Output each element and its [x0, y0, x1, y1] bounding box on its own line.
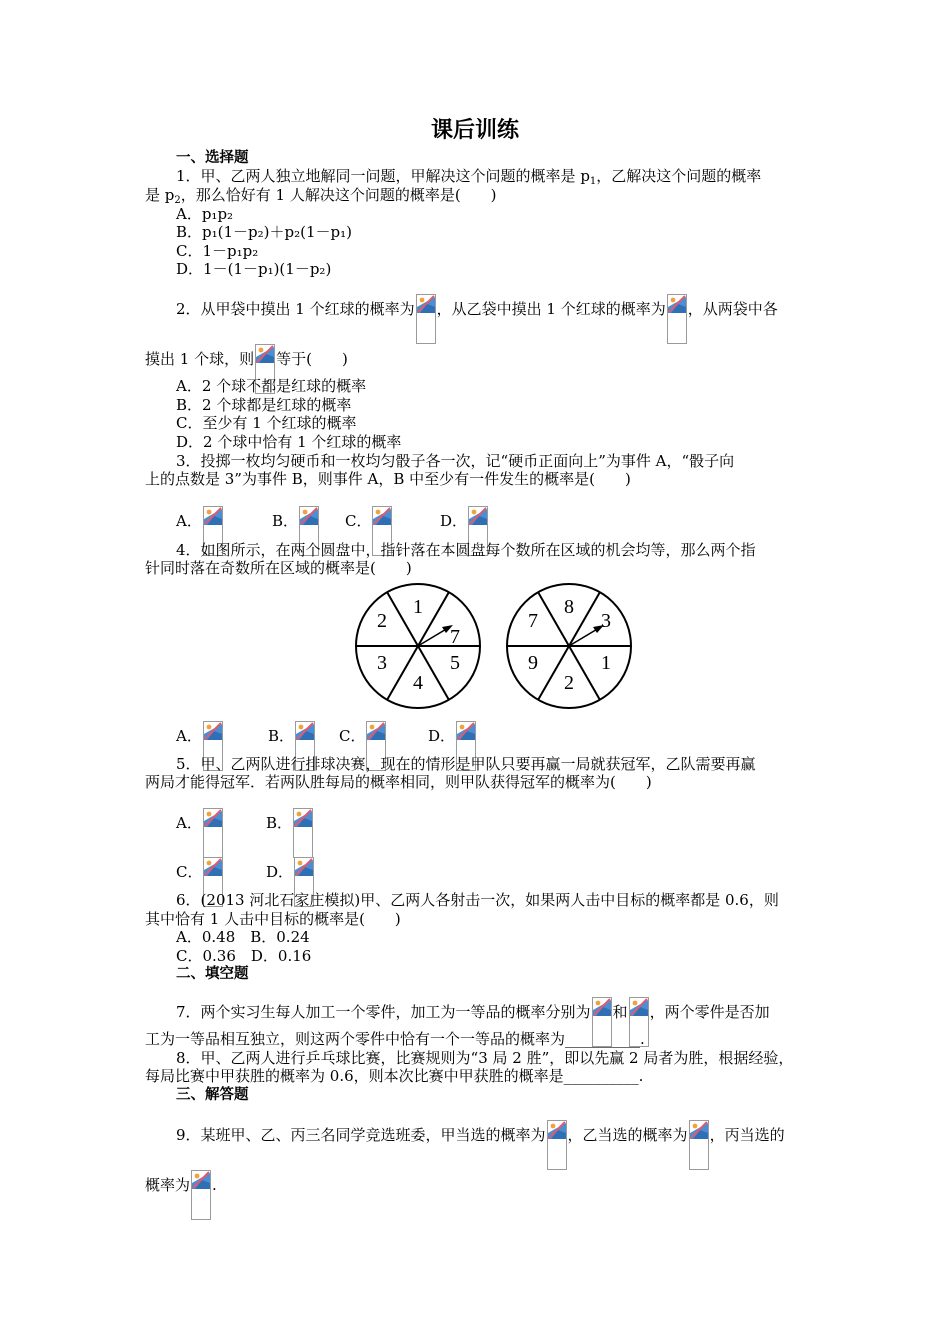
q4-option-d: D．: [428, 721, 477, 771]
wheel2-number: 7: [528, 610, 538, 632]
spinner-wheel-left: [352, 583, 484, 715]
q6-line1: 6．(2013 河北石家庄模拟)甲、乙两人各射击一次，如果两人击中目标的概率都是 0.6，则: [176, 891, 779, 909]
q5-option-d: D．: [266, 857, 315, 907]
wheel2-number: 1: [601, 652, 611, 674]
section-heading-fill: 二、填空题: [176, 966, 249, 982]
q2-option-a: A．2 个球不都是红球的概率: [176, 377, 367, 395]
q4-line1: 4．如图所示，在两个圆盘中，指针落在本圆盘每个数所在区域的机会均等，那么两个指: [176, 541, 756, 559]
wheel1-number: 4: [413, 672, 423, 694]
q1-option-a: A．p₁p₂: [176, 205, 234, 223]
q3-option-d: D．: [440, 506, 489, 556]
q5-option-c: C．: [176, 857, 224, 907]
q1-option-c: C．1－p₁p₂: [176, 242, 259, 260]
q4-option-a: A．: [176, 721, 224, 771]
q6-options-cd: C．0.36 D．0.16: [176, 947, 312, 965]
q2-option-c: C．至少有 1 个红球的概率: [176, 414, 357, 432]
q6-options-ab: A．0.48 B．0.24: [176, 928, 310, 946]
wheel1-number: 5: [450, 652, 460, 674]
q2-option-b: B．2 个球都是红球的概率: [176, 396, 352, 414]
fraction-image-icon: [689, 1120, 709, 1170]
spinner-wheel-right: [503, 583, 635, 715]
wheel1-number: 1: [413, 596, 423, 618]
fraction-image-icon: [203, 808, 223, 858]
wheel2-number: 3: [601, 610, 611, 632]
fraction-image-icon: [547, 1120, 567, 1170]
q3-line2: 上的点数是 3”为事件 B，则事件 A，B 中至少有一件发生的概率是( ): [145, 470, 631, 488]
q7-line2: 工为一等品相互独立，则这两个零件中恰有一个一等品的概率为__________.: [145, 1030, 645, 1048]
wheel2-number: 9: [528, 652, 538, 674]
q8-line2: 每局比赛中甲获胜的概率为 0.6，则本次比赛中甲获胜的概率是__________.: [145, 1067, 644, 1085]
fraction-image-icon: [191, 1170, 211, 1220]
q2-line2: 摸出 1 个球，则 等于( ): [145, 344, 348, 394]
q5-line1: 5．甲、乙两队进行排球决赛，现在的情形是甲队只要再赢一局就获冠军，乙队需要再赢: [176, 755, 756, 773]
q4-option-c: C．: [339, 721, 387, 771]
q2-option-d: D．2 个球中恰有 1 个红球的概率: [176, 433, 402, 451]
q3-option-c: C．: [345, 506, 393, 556]
fraction-image-icon: [416, 294, 436, 344]
q7-line1: 7．两个实习生每人加工一个零件，加工为一等品的概率分别为 和 ，两个零件是否加: [176, 997, 770, 1047]
fraction-image-icon: [293, 808, 313, 858]
q1-option-b: B．p₁(1－p₂)＋p₂(1－p₁): [176, 223, 352, 241]
fraction-image-icon: [667, 294, 687, 344]
q5-option-b: B．: [266, 808, 314, 858]
q4-line2: 针同时落在奇数所在区域的概率是( ): [145, 559, 412, 577]
q2-line1: 2．从甲袋中摸出 1 个红球的概率为 ，从乙袋中摸出 1 个红球的概率为 ，从两袋中各: [176, 294, 778, 344]
q5-line2: 两局才能得冠军．若两队胜每局的概率相同，则甲队获得冠军的概率为( ): [145, 773, 652, 791]
q4-option-b: B．: [268, 721, 316, 771]
q6-line2: 其中恰有 1 人击中目标的概率是( ): [145, 910, 401, 928]
q3-option-b: B．: [272, 506, 320, 556]
wheel2-number: 8: [564, 596, 574, 618]
wheel1-number: 3: [377, 652, 387, 674]
wheel1-number: 2: [377, 610, 387, 632]
wheel1-number: 7: [450, 626, 460, 648]
wheel2-number: 2: [564, 672, 574, 694]
q3-option-a: A．: [176, 506, 224, 556]
q3-line1: 3．投掷一枚均匀硬币和一枚均匀骰子各一次，记“硬币正面向上”为事件 A，“骰子向: [176, 452, 735, 470]
q9-line1: 9．某班甲、乙、丙三名同学竞选班委，甲当选的概率为 ，乙当选的概率为 ，丙当选的: [176, 1120, 785, 1170]
q1-option-d: D．1－(1－p₁)(1－p₂): [176, 260, 332, 278]
q9-line2: 概率为 .: [145, 1170, 217, 1220]
q5-option-a: A．: [176, 808, 224, 858]
q1-line2: 是 $p_2$，那么恰好有 1 人解决这个问题的概率是( ): [145, 186, 497, 206]
section-heading-choice: 一、选择题: [176, 150, 249, 166]
q8-line1: 8．甲、乙两人进行乒乓球比赛，比赛规则为“3 局 2 胜”，即以先赢 2 局者为胜，根据经验，: [176, 1049, 794, 1067]
section-heading-answer: 三、解答题: [176, 1087, 249, 1103]
q1-line1: 1．甲、乙两人独立地解同一问题，甲解决这个问题的概率是 $p_1$，乙解决这个问题的概率: [176, 167, 762, 187]
page-title: 课后训练: [430, 118, 519, 143]
